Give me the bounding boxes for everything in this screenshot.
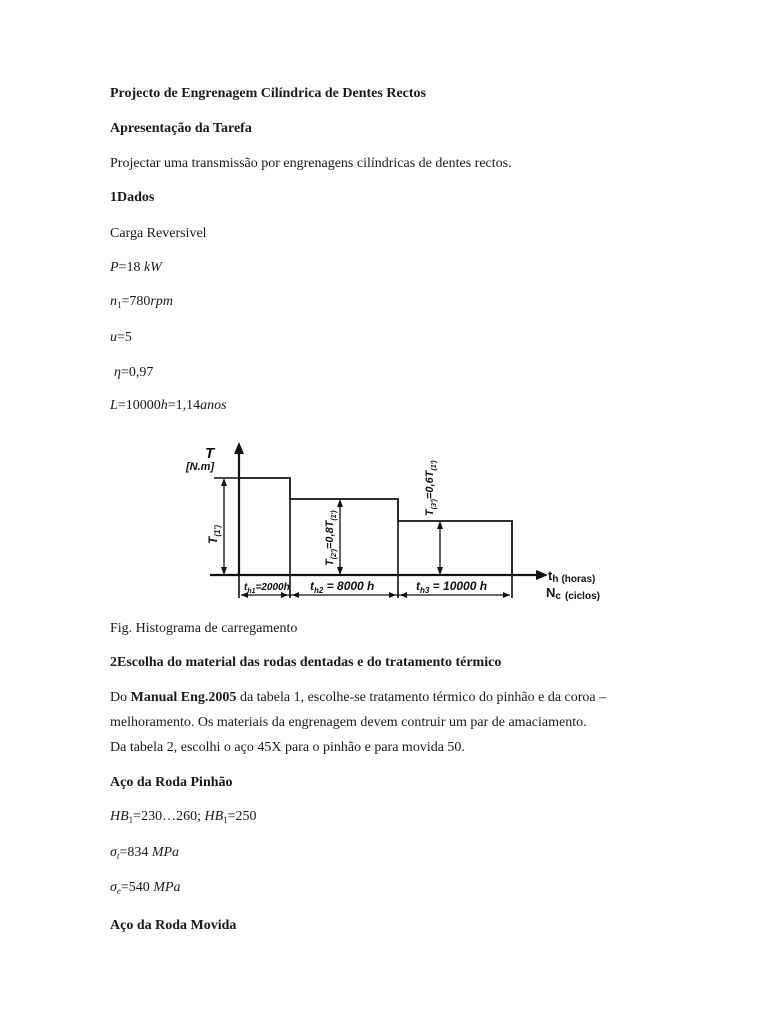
life-equation: L=10000h=1,14anos xyxy=(110,398,227,413)
speed-equation: $n_1=780rpm$ xyxy=(110,294,173,310)
section-2-paragraph-line-1: Do Manual Eng.2005 da tabela 1, escolhe-se tratamento térmico do pinhão e da coroa – xyxy=(110,690,607,705)
x-axis-arrow xyxy=(536,570,548,580)
hardness-equation: $HB_1=230\dots 260$; $HB_1=250$ xyxy=(110,809,257,825)
y-axis-arrow xyxy=(234,442,244,454)
x-axis-hours-label: th (horas) xyxy=(548,568,596,585)
document-title: Projecto de Engrenagem Cilíndrica de Dentes Rectos xyxy=(110,86,426,101)
level-1-label: $T_{(1')}$ xyxy=(206,524,222,544)
duration-1-label: $t_{h1}=2000h$ xyxy=(244,582,290,595)
task-heading: Apresentação da Tarefa xyxy=(110,121,252,136)
duration-2-label: $t_{h2} = 8000$ h xyxy=(310,579,375,595)
yield-strength-equation: $\sigma_e=540$ MPa xyxy=(110,880,181,896)
x-axis-cycles-label: Nc (ciclos) xyxy=(546,585,600,602)
level-2-label: $T_{(2')}=0,8T_{(1')}$ xyxy=(324,510,338,566)
y-axis-unit: [N.m] xyxy=(186,461,215,473)
ratio-equation: u=5 xyxy=(110,330,132,345)
pinion-heading: Aço da Roda Pinhão xyxy=(110,775,233,790)
level-3-label: $T_{(3')}=0,6T_{(1')}$ xyxy=(424,460,438,516)
section-2-paragraph-line-3: Da tabela 2, escolhi o aço 45X para o pinhão e para movida 50. xyxy=(110,740,465,755)
section-2-paragraph-line-2: melhoramento. Os materiais da engrenagem devem contruir um par de amaciamento. xyxy=(110,715,587,730)
section-1-heading: 1Dados xyxy=(110,190,155,205)
tensile-strength-equation: $\sigma_t=834$ MPa xyxy=(110,845,180,861)
power-equation: P=18 kW xyxy=(110,260,162,275)
section-2-heading: 2Escolha do material das rodas dentadas e do tratamento térmico xyxy=(110,655,502,670)
task-text: Projectar uma transmissão por engrenagens cilíndricas de dentes rectos. xyxy=(110,156,512,171)
driven-wheel-heading: Aço da Roda Movida xyxy=(110,918,237,933)
load-histogram-figure xyxy=(180,438,600,606)
load-type: Carga Reversivel xyxy=(110,226,207,241)
load-step-outline xyxy=(239,478,512,575)
figure-caption: Fig. Histograma de carregamento xyxy=(110,621,298,636)
duration-3-label: $t_{h3} = 10000$ h xyxy=(416,579,488,595)
efficiency-equation: η=0,97 xyxy=(114,365,154,380)
y-axis-symbol: T xyxy=(205,445,215,462)
